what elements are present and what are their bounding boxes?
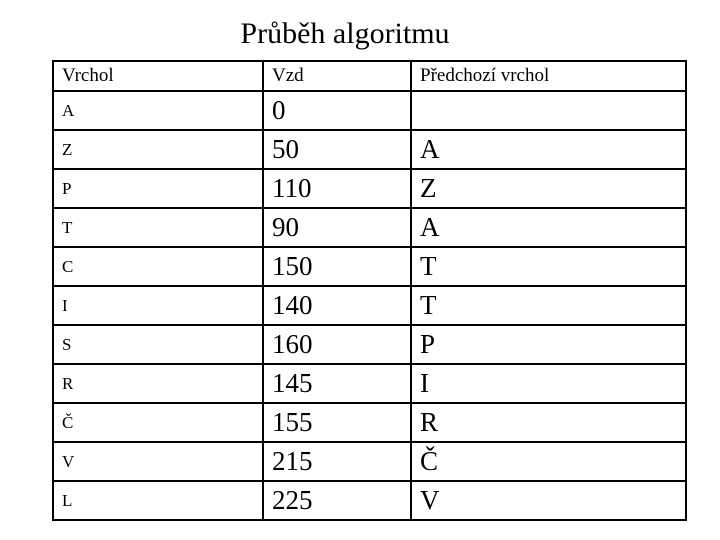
- vertex-cell: L: [53, 481, 263, 520]
- table-row: [53, 286, 686, 325]
- previous-vertex-cell: T: [411, 247, 686, 286]
- header-distance: Vzd: [263, 61, 411, 91]
- vertex-cell: V: [53, 442, 263, 481]
- previous-vertex-cell: V: [411, 481, 686, 520]
- previous-vertex-cell: [411, 91, 686, 130]
- previous-vertex-cell: A: [411, 208, 686, 247]
- distance-cell: 215: [263, 442, 411, 481]
- distance-cell: 145: [263, 364, 411, 403]
- table-row: [53, 364, 686, 403]
- distance-cell: 90: [263, 208, 411, 247]
- table-row: [53, 403, 686, 442]
- table-row: [53, 91, 686, 130]
- previous-vertex-cell: R: [411, 403, 686, 442]
- vertex-cell: C: [53, 247, 263, 286]
- distance-cell: 150: [263, 247, 411, 286]
- vertex-cell: I: [53, 286, 263, 325]
- previous-vertex-cell: I: [411, 364, 686, 403]
- vertex-cell: P: [53, 169, 263, 208]
- distance-cell: 160: [263, 325, 411, 364]
- previous-vertex-cell: T: [411, 286, 686, 325]
- page-title: Průběh algoritmu: [240, 17, 450, 50]
- header-previous-vertex: Předchozí vrchol: [411, 61, 686, 91]
- vertex-cell: R: [53, 364, 263, 403]
- vertex-cell: Z: [53, 130, 263, 169]
- previous-vertex-cell: Č: [411, 442, 686, 481]
- table-row: [53, 325, 686, 364]
- distance-cell: 0: [263, 91, 411, 130]
- vertex-cell: T: [53, 208, 263, 247]
- header-vertex: Vrchol: [53, 61, 263, 91]
- previous-vertex-cell: P: [411, 325, 686, 364]
- previous-vertex-cell: A: [411, 130, 686, 169]
- vertex-cell: A: [53, 91, 263, 130]
- distance-cell: 140: [263, 286, 411, 325]
- table-row: [53, 169, 686, 208]
- previous-vertex-cell: Z: [411, 169, 686, 208]
- algorithm-table: [52, 60, 687, 521]
- table-header-row: [53, 61, 686, 91]
- distance-cell: 155: [263, 403, 411, 442]
- table-row: [53, 208, 686, 247]
- distance-cell: 50: [263, 130, 411, 169]
- table-row: [53, 442, 686, 481]
- table-row: [53, 481, 686, 520]
- distance-cell: 225: [263, 481, 411, 520]
- table-row: [53, 130, 686, 169]
- vertex-cell: Č: [53, 403, 263, 442]
- distance-cell: 110: [263, 169, 411, 208]
- table-row: [53, 247, 686, 286]
- vertex-cell: S: [53, 325, 263, 364]
